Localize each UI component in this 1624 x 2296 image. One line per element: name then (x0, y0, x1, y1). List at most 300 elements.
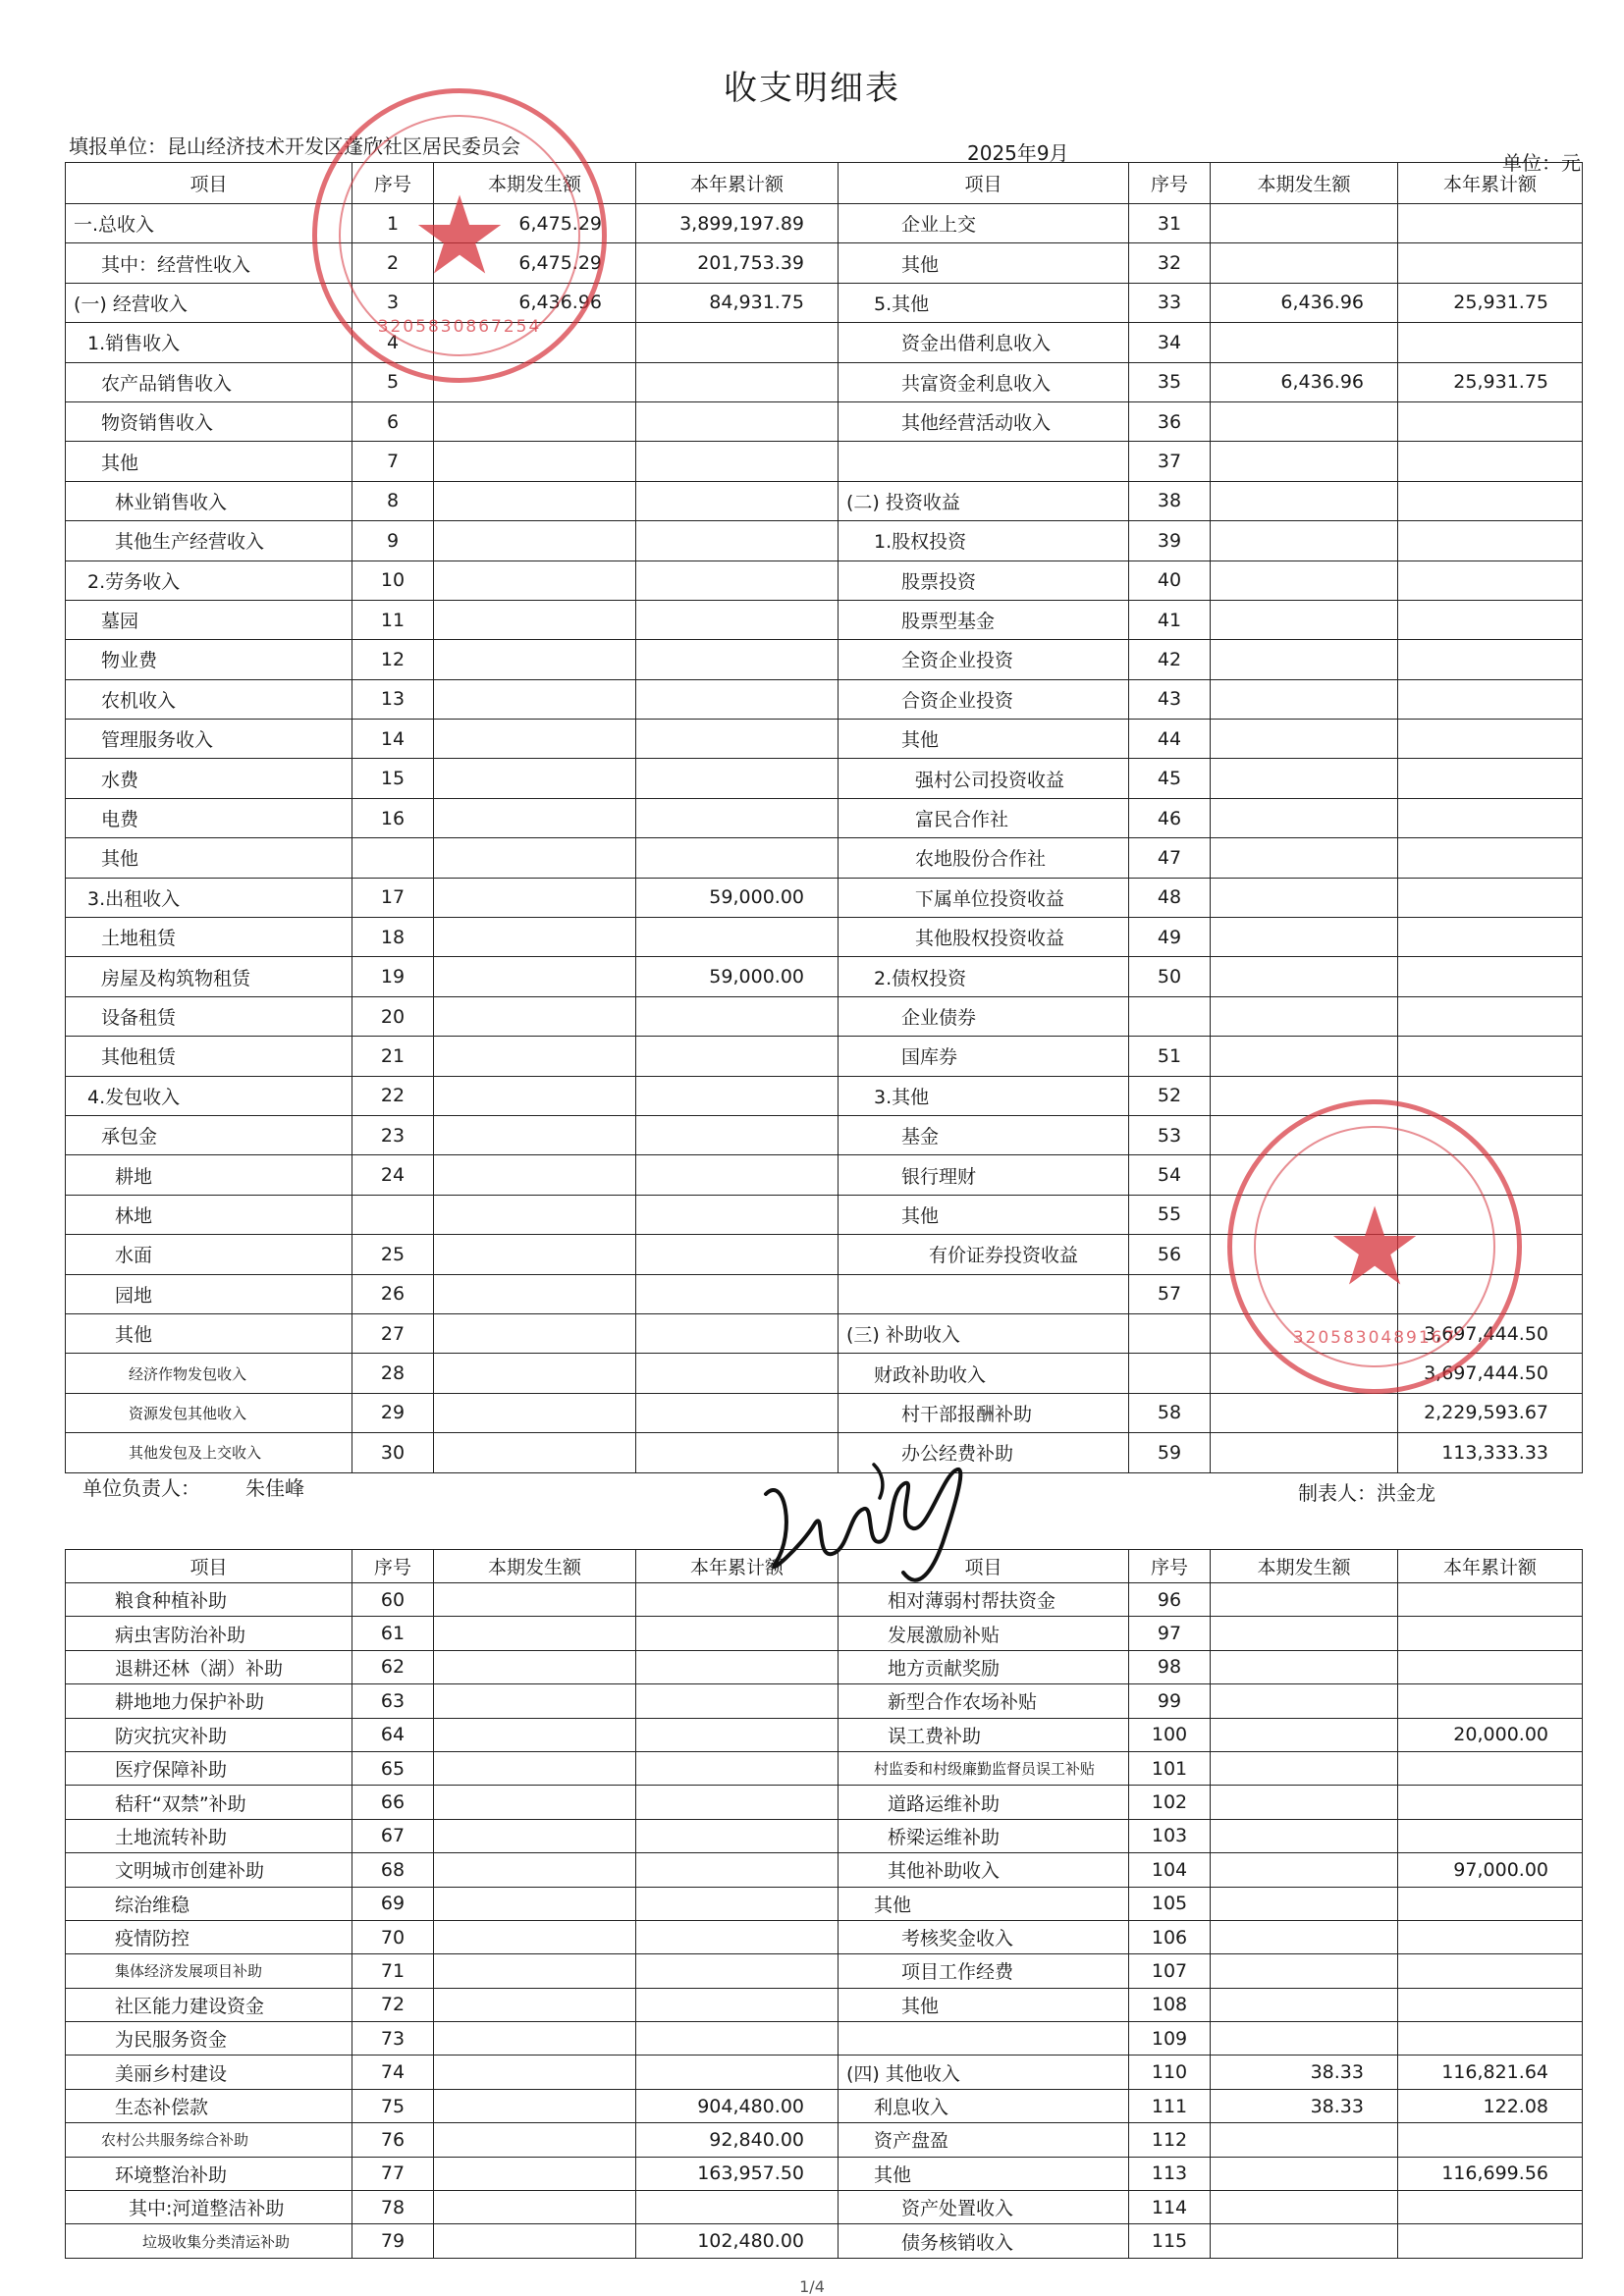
right-current-cell (1211, 401, 1398, 441)
table-row (66, 1076, 1583, 1115)
table-row (66, 323, 1583, 362)
table-row (66, 600, 1583, 639)
col-item-header: 项目 (839, 163, 1129, 204)
left-seq-cell: 23 (352, 1115, 434, 1154)
right-item-cell: 企业债券 (839, 996, 1129, 1036)
right-ytd-cell (1398, 1037, 1583, 1076)
left-ytd-cell (636, 1274, 839, 1313)
left-seq-cell: 70 (352, 1920, 434, 1953)
left-seq-cell: 8 (352, 481, 434, 520)
left-ytd-cell (636, 1988, 839, 2021)
right-current-cell (1211, 759, 1398, 798)
right-ytd-cell (1398, 1076, 1583, 1115)
right-item-cell: 资产处置收入 (839, 2191, 1129, 2224)
left-seq-cell: 3 (352, 283, 434, 322)
left-ytd-cell (636, 1684, 839, 1718)
right-seq-cell: 49 (1129, 918, 1211, 957)
left-ytd-cell (636, 1650, 839, 1683)
right-item-cell: 道路运维补助 (839, 1786, 1129, 1819)
left-item-cell: 其他 (66, 838, 352, 878)
table-row (66, 521, 1583, 561)
table-row (66, 401, 1583, 441)
left-ytd-cell (636, 838, 839, 878)
left-item-cell: 水费 (66, 759, 352, 798)
right-ytd-cell (1398, 2022, 1583, 2056)
right-ytd-cell (1398, 1786, 1583, 1819)
right-current-cell (1211, 243, 1398, 283)
left-ytd-cell (636, 1718, 839, 1751)
table-row (66, 1037, 1583, 1076)
table-row (66, 204, 1583, 243)
left-seq-cell: 72 (352, 1988, 434, 2021)
right-item-cell: 办公经费补助 (839, 1433, 1129, 1472)
left-seq-cell: 19 (352, 957, 434, 996)
table-row (66, 798, 1583, 837)
table-row (66, 283, 1583, 322)
left-current-cell (434, 1115, 636, 1154)
right-ytd-cell: 113,333.33 (1398, 1433, 1583, 1472)
left-item-cell: 设备租赁 (66, 996, 352, 1036)
left-current-cell (434, 1954, 636, 1988)
left-item-cell: 其他 (66, 442, 352, 481)
right-item-cell: 考核奖金收入 (839, 1920, 1129, 1953)
left-ytd-cell (636, 1354, 839, 1393)
left-ytd-cell (636, 1313, 839, 1353)
left-seq-cell: 62 (352, 1650, 434, 1683)
right-item-cell: 项目工作经费 (839, 1954, 1129, 1988)
unit-head-label: 单位负责人： (82, 1476, 200, 1500)
col-item-header: 项目 (66, 1550, 352, 1583)
right-seq-cell: 44 (1129, 720, 1211, 759)
table-row (66, 1650, 1583, 1683)
left-current-cell (434, 2089, 636, 2122)
right-current-cell (1211, 918, 1398, 957)
left-current-cell (434, 442, 636, 481)
left-ytd-cell: 59,000.00 (636, 957, 839, 996)
right-seq-cell: 52 (1129, 1076, 1211, 1115)
left-seq-cell: 60 (352, 1583, 434, 1617)
right-ytd-cell: 116,821.64 (1398, 2056, 1583, 2089)
left-ytd-cell: 59,000.00 (636, 878, 839, 917)
left-ytd-cell (636, 1786, 839, 1819)
col-seq-header: 序号 (1129, 163, 1211, 204)
left-current-cell (434, 2157, 636, 2190)
left-ytd-cell (636, 362, 839, 401)
left-ytd-cell (636, 1235, 839, 1274)
right-seq-cell: 31 (1129, 204, 1211, 243)
left-ytd-cell (636, 1037, 839, 1076)
right-seq-cell: 36 (1129, 401, 1211, 441)
right-item-cell: 其他 (839, 1887, 1129, 1920)
left-item-cell: 土地流转补助 (66, 1819, 352, 1852)
right-ytd-cell (1398, 1920, 1583, 1953)
table-row (66, 878, 1583, 917)
left-current-cell (434, 600, 636, 639)
col-item-header: 项目 (66, 163, 352, 204)
right-item-cell: 其他 (839, 720, 1129, 759)
right-current-cell: 38.33 (1211, 2089, 1398, 2122)
left-current-cell (434, 957, 636, 996)
left-seq-cell: 4 (352, 323, 434, 362)
table-row (66, 442, 1583, 481)
left-seq-cell: 15 (352, 759, 434, 798)
left-seq-cell: 21 (352, 1037, 434, 1076)
right-item-cell: (四) 其他收入 (839, 2056, 1129, 2089)
left-item-cell: 耕地 (66, 1155, 352, 1195)
right-item-cell: 企业上交 (839, 204, 1129, 243)
left-seq-cell: 74 (352, 2056, 434, 2089)
left-seq-cell: 69 (352, 1887, 434, 1920)
table-row (66, 1195, 1583, 1234)
left-seq-cell: 73 (352, 2022, 434, 2056)
table-row (66, 640, 1583, 679)
right-ytd-cell (1398, 401, 1583, 441)
right-ytd-cell (1398, 1684, 1583, 1718)
left-current-cell (434, 1393, 636, 1432)
right-seq-cell: 57 (1129, 1274, 1211, 1313)
left-current-cell (434, 362, 636, 401)
left-current-cell (434, 323, 636, 362)
col-current-header: 本期发生额 (434, 1550, 636, 1583)
left-seq-cell: 12 (352, 640, 434, 679)
left-current-cell (434, 2224, 636, 2258)
right-ytd-cell (1398, 1274, 1583, 1313)
right-item-cell: 全资企业投资 (839, 640, 1129, 679)
table-row (66, 481, 1583, 520)
left-item-cell: 水面 (66, 1235, 352, 1274)
table-row (66, 1920, 1583, 1953)
left-ytd-cell (636, 401, 839, 441)
left-item-cell: 房屋及构筑物租赁 (66, 957, 352, 996)
right-current-cell (1211, 1988, 1398, 2021)
right-seq-cell: 111 (1129, 2089, 1211, 2122)
right-seq-cell: 35 (1129, 362, 1211, 401)
left-current-cell (434, 798, 636, 837)
left-item-cell: 4.发包收入 (66, 1076, 352, 1115)
left-item-cell: 其他租赁 (66, 1037, 352, 1076)
left-current-cell (434, 838, 636, 878)
right-item-cell: 误工费补助 (839, 1718, 1129, 1751)
right-current-cell (1211, 1617, 1398, 1650)
left-seq-cell: 71 (352, 1954, 434, 1988)
right-seq-cell: 99 (1129, 1684, 1211, 1718)
right-seq-cell (1129, 1354, 1211, 1393)
right-current-cell (1211, 1076, 1398, 1115)
left-current-cell (434, 2022, 636, 2056)
right-current-cell (1211, 1583, 1398, 1617)
left-item-cell: 物资销售收入 (66, 401, 352, 441)
right-item-cell: 其他 (839, 243, 1129, 283)
right-item-cell: 其他股权投资收益 (839, 918, 1129, 957)
left-current-cell (434, 1433, 636, 1472)
col-ytd-header: 本年累计额 (636, 163, 839, 204)
table-row (66, 2123, 1583, 2157)
left-current-cell (434, 1684, 636, 1718)
left-seq-cell: 77 (352, 2157, 434, 2190)
right-ytd-cell (1398, 442, 1583, 481)
right-item-cell: 其他补助收入 (839, 1853, 1129, 1887)
right-seq-cell: 45 (1129, 759, 1211, 798)
right-current-cell: 38.33 (1211, 2056, 1398, 2089)
table-row (66, 1786, 1583, 1819)
left-current-cell (434, 2191, 636, 2224)
right-current-cell (1211, 1751, 1398, 1785)
seal-star-icon: ★ (1326, 1184, 1424, 1309)
left-current-cell: 6,436.96 (434, 283, 636, 322)
left-seq-cell: 5 (352, 362, 434, 401)
left-seq-cell: 66 (352, 1786, 434, 1819)
right-item-cell: 强村公司投资收益 (839, 759, 1129, 798)
left-ytd-cell (636, 1195, 839, 1234)
col-current-header: 本期发生额 (1211, 163, 1398, 204)
right-item-cell: 村监委和村级廉勤监督员误工补贴 (839, 1751, 1129, 1785)
seal-star-icon: ★ (410, 173, 509, 298)
right-item-cell: 3.其他 (839, 1076, 1129, 1115)
left-ytd-cell: 84,931.75 (636, 283, 839, 322)
left-item-cell: 资源发包其他收入 (66, 1393, 352, 1432)
right-current-cell (1211, 1718, 1398, 1751)
right-current-cell (1211, 838, 1398, 878)
left-item-cell: 2.劳务收入 (66, 561, 352, 600)
right-current-cell (1211, 798, 1398, 837)
right-item-cell: 资金出借利息收入 (839, 323, 1129, 362)
income-table-1 (65, 162, 1583, 1473)
left-item-cell: 秸秆“双禁”补助 (66, 1786, 352, 1819)
left-seq-cell: 67 (352, 1819, 434, 1852)
right-ytd-cell (1398, 323, 1583, 362)
left-current-cell (434, 1920, 636, 1953)
right-ytd-cell (1398, 481, 1583, 520)
right-item-cell: 股票投资 (839, 561, 1129, 600)
left-seq-cell: 7 (352, 442, 434, 481)
left-seq-cell: 11 (352, 600, 434, 639)
right-item-cell: 其他 (839, 1195, 1129, 1234)
left-seq-cell (352, 838, 434, 878)
col-seq-header: 序号 (352, 1550, 434, 1583)
right-ytd-cell (1398, 243, 1583, 283)
left-item-cell: 粮食种植补助 (66, 1583, 352, 1617)
left-item-cell: 土地租赁 (66, 918, 352, 957)
left-seq-cell: 18 (352, 918, 434, 957)
right-ytd-cell (1398, 1954, 1583, 1988)
left-ytd-cell (636, 442, 839, 481)
table-row (66, 1751, 1583, 1785)
left-seq-cell: 63 (352, 1684, 434, 1718)
right-current-cell (1211, 1954, 1398, 1988)
seal-code: 3205830489167 (1292, 1328, 1457, 1348)
table-row (66, 1354, 1583, 1393)
left-current-cell (434, 1853, 636, 1887)
right-seq-cell: 38 (1129, 481, 1211, 520)
left-seq-cell (352, 1195, 434, 1234)
right-ytd-cell (1398, 1988, 1583, 2021)
left-item-cell: 其中：经营性收入 (66, 243, 352, 283)
left-current-cell (434, 1155, 636, 1195)
right-item-cell: 其他经营活动收入 (839, 401, 1129, 441)
preparer: 制表人：洪金龙 (1298, 1481, 1435, 1505)
right-item-cell: 1.股权投资 (839, 521, 1129, 561)
col-seq-header: 序号 (1129, 1550, 1211, 1583)
right-seq-cell: 101 (1129, 1751, 1211, 1785)
left-ytd-cell (636, 1819, 839, 1852)
right-ytd-cell (1398, 720, 1583, 759)
right-item-cell: 村干部报酬补助 (839, 1393, 1129, 1432)
right-ytd-cell (1398, 1650, 1583, 1683)
right-ytd-cell (1398, 1887, 1583, 1920)
right-ytd-cell (1398, 759, 1583, 798)
right-item-cell (839, 2022, 1129, 2056)
left-item-cell: 社区能力建设资金 (66, 1988, 352, 2021)
table-row (66, 1718, 1583, 1751)
right-seq-cell: 100 (1129, 1718, 1211, 1751)
right-ytd-cell: 25,931.75 (1398, 283, 1583, 322)
right-ytd-cell (1398, 1115, 1583, 1154)
currency-unit: 单位：元 (1502, 151, 1581, 175)
right-ytd-cell: 116,699.56 (1398, 2157, 1583, 2190)
left-current-cell (434, 1819, 636, 1852)
right-seq-cell: 39 (1129, 521, 1211, 561)
right-current-cell (1211, 561, 1398, 600)
left-current-cell (434, 521, 636, 561)
left-seq-cell: 28 (352, 1354, 434, 1393)
right-ytd-cell (1398, 2123, 1583, 2157)
right-current-cell (1211, 1115, 1398, 1154)
left-item-cell: 1.销售收入 (66, 323, 352, 362)
left-item-cell: 环境整治补助 (66, 2157, 352, 2190)
left-item-cell: 病虫害防治补助 (66, 1617, 352, 1650)
left-seq-cell: 17 (352, 878, 434, 917)
right-ytd-cell (1398, 1617, 1583, 1650)
left-item-cell: 园地 (66, 1274, 352, 1313)
left-ytd-cell: 163,957.50 (636, 2157, 839, 2190)
right-ytd-cell (1398, 2224, 1583, 2258)
table-row (66, 1684, 1583, 1718)
table-row (66, 1988, 1583, 2021)
right-current-cell (1211, 521, 1398, 561)
right-current-cell (1211, 2224, 1398, 2258)
left-item-cell: 文明城市创建补助 (66, 1853, 352, 1887)
right-current-cell (1211, 1853, 1398, 1887)
left-current-cell (434, 1786, 636, 1819)
right-item-cell: 利息收入 (839, 2089, 1129, 2122)
left-ytd-cell (636, 996, 839, 1036)
left-ytd-cell (636, 759, 839, 798)
right-item-cell: 5.其他 (839, 283, 1129, 322)
right-ytd-cell (1398, 561, 1583, 600)
table-row (66, 2191, 1583, 2224)
left-current-cell: 6,475.29 (434, 243, 636, 283)
left-item-cell: 管理服务收入 (66, 720, 352, 759)
col-ytd-header: 本年累计额 (1398, 1550, 1583, 1583)
right-current-cell (1211, 1786, 1398, 1819)
left-item-cell: 美丽乡村建设 (66, 2056, 352, 2089)
right-current-cell (1211, 1195, 1398, 1234)
right-seq-cell: 55 (1129, 1195, 1211, 1234)
left-current-cell (434, 1718, 636, 1751)
right-seq-cell: 37 (1129, 442, 1211, 481)
left-item-cell: 生态补偿款 (66, 2089, 352, 2122)
right-current-cell (1211, 679, 1398, 719)
right-item-cell: 桥梁运维补助 (839, 1819, 1129, 1852)
right-seq-cell: 50 (1129, 957, 1211, 996)
left-current-cell (434, 1313, 636, 1353)
right-current-cell (1211, 640, 1398, 679)
left-current-cell (434, 720, 636, 759)
right-seq-cell: 110 (1129, 2056, 1211, 2089)
table-row (66, 561, 1583, 600)
left-current-cell (434, 1354, 636, 1393)
right-seq-cell: 108 (1129, 1988, 1211, 2021)
right-ytd-cell (1398, 878, 1583, 917)
right-current-cell (1211, 204, 1398, 243)
seal-code: 3205830867254 (377, 317, 542, 337)
left-item-cell: 其他生产经营收入 (66, 521, 352, 561)
table-row (66, 1313, 1583, 1353)
left-current-cell (434, 481, 636, 520)
right-item-cell: 相对薄弱村帮扶资金 (839, 1583, 1129, 1617)
left-ytd-cell (636, 600, 839, 639)
right-item-cell: 资产盘盈 (839, 2123, 1129, 2157)
right-ytd-cell (1398, 1751, 1583, 1785)
table-row (66, 2089, 1583, 2122)
left-ytd-cell (636, 481, 839, 520)
left-seq-cell: 13 (352, 679, 434, 719)
right-current-cell (1211, 878, 1398, 917)
left-seq-cell: 65 (352, 1751, 434, 1785)
left-current-cell (434, 1650, 636, 1683)
table-row (66, 1274, 1583, 1313)
table-row (66, 2022, 1583, 2056)
right-current-cell (1211, 1887, 1398, 1920)
left-current-cell (434, 996, 636, 1036)
table-row (66, 996, 1583, 1036)
left-item-cell: 农机收入 (66, 679, 352, 719)
unit-head-name: 朱佳峰 (245, 1476, 304, 1500)
right-seq-cell: 96 (1129, 1583, 1211, 1617)
report-period: 2025年9月 (967, 141, 1069, 165)
left-ytd-cell: 904,480.00 (636, 2089, 839, 2122)
right-item-cell: 国库券 (839, 1037, 1129, 1076)
right-ytd-cell: 25,931.75 (1398, 362, 1583, 401)
left-current-cell (434, 1887, 636, 1920)
left-ytd-cell (636, 679, 839, 719)
left-item-cell: 医疗保障补助 (66, 1751, 352, 1785)
left-ytd-cell (636, 323, 839, 362)
right-item-cell: 其他 (839, 2157, 1129, 2190)
left-item-cell: 物业费 (66, 640, 352, 679)
right-current-cell (1211, 1274, 1398, 1313)
handwritten-signature (756, 1455, 992, 1602)
table-row (66, 1819, 1583, 1852)
left-item-cell: 退耕还林（湖）补助 (66, 1650, 352, 1683)
left-seq-cell: 75 (352, 2089, 434, 2122)
right-current-cell (1211, 1235, 1398, 1274)
right-item-cell: (三) 补助收入 (839, 1313, 1129, 1353)
right-ytd-cell (1398, 957, 1583, 996)
right-seq-cell: 105 (1129, 1887, 1211, 1920)
left-ytd-cell (636, 2191, 839, 2224)
left-item-cell: 垃圾收集分类清运补助 (66, 2224, 352, 2258)
table-row (66, 1853, 1583, 1887)
right-seq-cell: 97 (1129, 1617, 1211, 1650)
left-seq-cell: 79 (352, 2224, 434, 2258)
right-seq-cell: 58 (1129, 1393, 1211, 1432)
right-current-cell (1211, 1037, 1398, 1076)
left-current-cell (434, 1988, 636, 2021)
right-seq-cell: 109 (1129, 2022, 1211, 2056)
right-seq-cell: 40 (1129, 561, 1211, 600)
left-current-cell (434, 1617, 636, 1650)
